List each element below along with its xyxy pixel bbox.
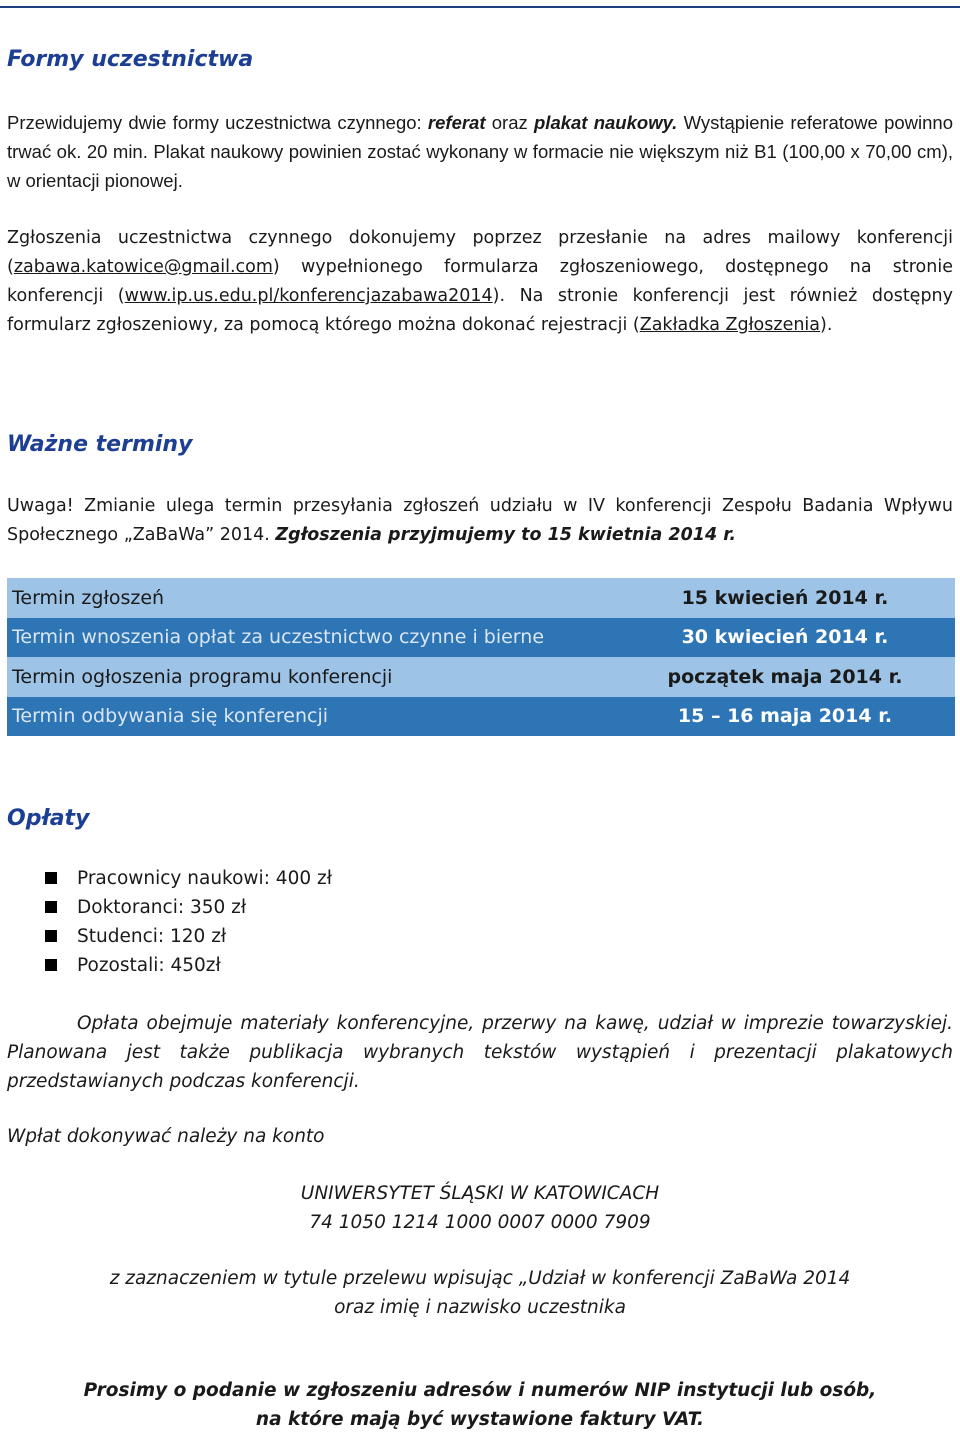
list-item xyxy=(45,922,332,951)
fees-note: Opłata obejmuje materiały konferencyjne, przerwy na kawę, udział w imprezie towarzyskiej. Planowana jest także publikacja wybranych tekstów wystąpień i prezentacji plakatowych przedstawianych podczas konferencji. xyxy=(7,1013,953,1092)
fee-text: Studenci: 120 zł xyxy=(77,926,227,947)
fees-list xyxy=(45,864,332,980)
heading-fees: Opłaty xyxy=(7,806,90,831)
text: ) wypełnionego formularza zgłoszeniowego, dostępnego na stronie konferencji ( xyxy=(7,257,953,306)
term-label: Termin zgłoszeń xyxy=(7,578,615,618)
account-intro: Wpłat dokonywać należy na konto xyxy=(7,1126,325,1147)
heading-forms: Formy uczestnictwa xyxy=(7,47,254,72)
transfer-title-line1: z zaznaczeniem w tytule przelewu wpisując „Udział w konferencji ZaBaWa 2014 xyxy=(109,1268,851,1289)
term-label: Termin ogłoszenia programu konferencji xyxy=(7,657,615,697)
table-row xyxy=(7,657,955,697)
emphasis-referat: referat xyxy=(427,112,486,133)
fee-text: Pozostali: 450zł xyxy=(77,955,221,976)
bank-name: UNIWERSYTET ŚLĄSKI W KATOWICACH xyxy=(300,1183,660,1204)
square-bullet-icon xyxy=(45,930,57,942)
term-date: 15 kwiecień 2014 r. xyxy=(615,578,955,618)
square-bullet-icon xyxy=(45,901,57,913)
table-row xyxy=(7,697,955,737)
term-date: początek maja 2014 r. xyxy=(615,657,955,697)
fee-text: Doktoranci: 350 zł xyxy=(77,897,247,918)
fee-text: Pracownicy naukowi: 400 zł xyxy=(77,868,332,889)
table-row xyxy=(7,578,955,618)
square-bullet-icon xyxy=(45,959,57,971)
transfer-title-line2: oraz imię i nazwisko uczestnika xyxy=(334,1297,626,1318)
dates-table xyxy=(7,578,955,736)
top-rule xyxy=(0,6,960,8)
paragraph-forms xyxy=(7,108,953,195)
text: oraz xyxy=(485,112,534,133)
text: ). xyxy=(820,315,833,335)
list-item xyxy=(45,893,332,922)
text: ). Na stronie konferencji jest również dostępny formularz zgłoszeniowy, za pomocą którego można dokonać rejestracji ( xyxy=(7,286,954,335)
final-note-line1: Prosimy o podanie w zgłoszeniu adresów i numerów NIP instytucji lub osób, xyxy=(83,1380,877,1401)
text: Zgłoszenia uczestnictwa czynnego dokonujemy poprzez przesłanie na adres mailowy konferencji ( xyxy=(7,228,953,277)
term-label: Termin wnoszenia opłat za uczestnictwo czynne i bierne xyxy=(7,618,615,658)
square-bullet-icon xyxy=(45,872,57,884)
paragraph-registration xyxy=(7,224,953,340)
text: Wystąpienie referatowe powinno trwać ok. 20 min. Plakat naukowy powinien zostać wykonany w formacie nie większym niż B1 (100,00 x 70,00 cm), w orientacji pionowej. xyxy=(7,112,953,191)
deadline-emphasis: Zgłoszenia przyjmujemy to 15 kwietnia 2014 r. xyxy=(275,525,737,545)
final-note-line2: na które mają być wystawione faktury VAT. xyxy=(255,1409,705,1430)
bank-account: 74 1050 1214 1000 0007 0000 7909 xyxy=(309,1212,651,1233)
website-link[interactable]: www.ip.us.edu.pl/konferencjazabawa2014 xyxy=(124,286,493,306)
list-item xyxy=(45,864,332,893)
emphasis-plakat: plakat naukowy. xyxy=(534,112,678,133)
term-date: 30 kwiecień 2014 r. xyxy=(615,618,955,658)
registration-tab-link[interactable]: Zakładka Zgłoszenia xyxy=(639,315,821,335)
text: Przewidujemy dwie formy uczestnictwa czynnego: xyxy=(7,112,428,133)
email-link[interactable]: zabawa.katowice@gmail.com xyxy=(13,257,273,277)
text: Uwaga! Zmianie ulega termin przesyłania zgłoszeń udziału w IV konferencji Zespołu Badania Wpływu Społecznego „ZaBaWa” 2014. xyxy=(7,496,953,545)
term-date: 15 – 16 maja 2014 r. xyxy=(615,697,955,737)
table-row xyxy=(7,618,955,658)
heading-dates: Ważne terminy xyxy=(7,432,193,457)
term-label: Termin odbywania się konferencji xyxy=(7,697,615,737)
paragraph-notice xyxy=(7,492,953,550)
list-item xyxy=(45,951,332,980)
